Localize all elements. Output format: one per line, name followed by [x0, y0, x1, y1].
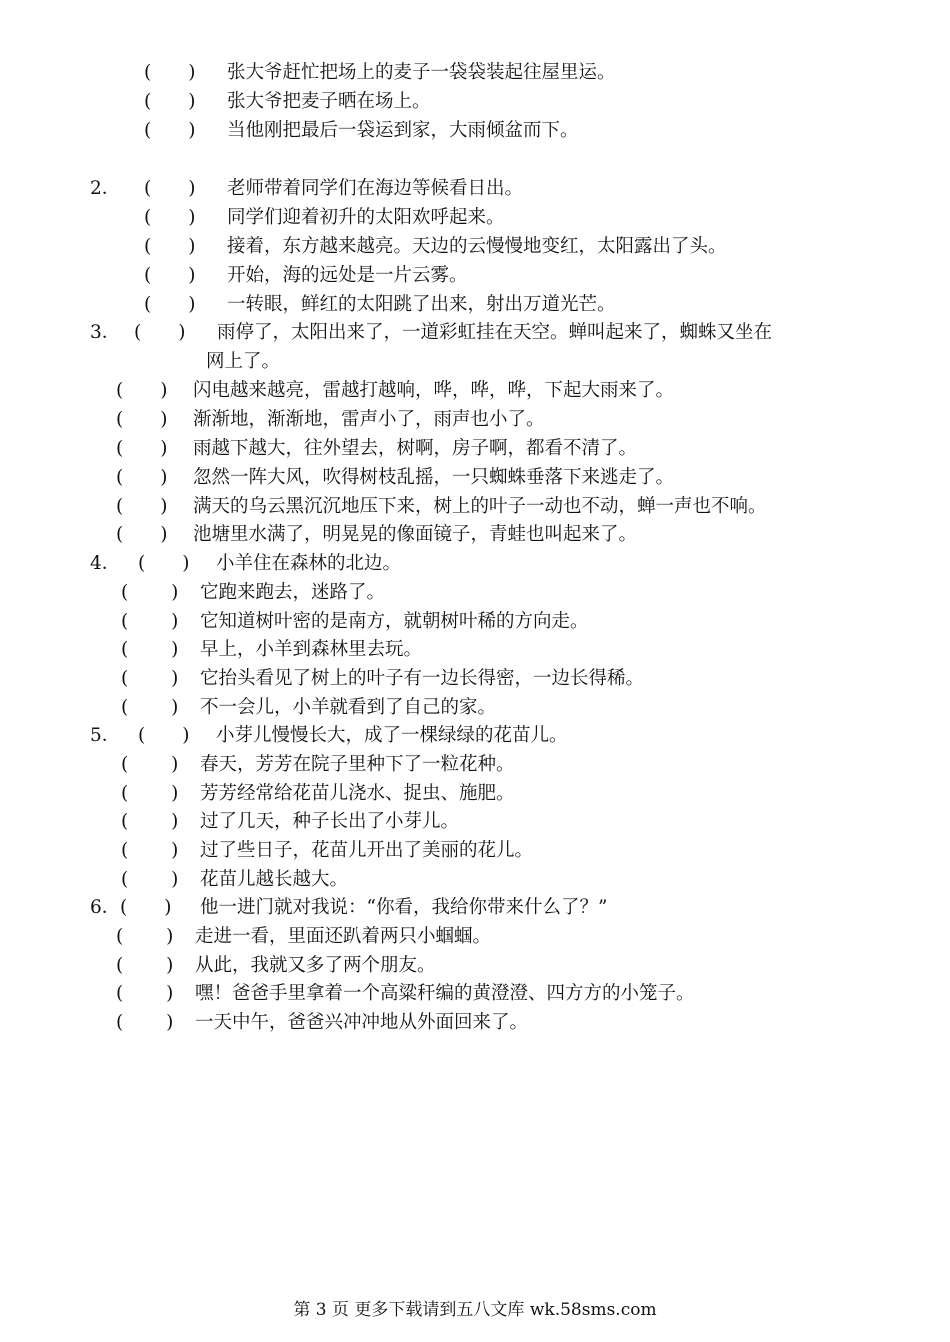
q5-item-3: [0, 779, 950, 808]
sentence: 芳芳经常给花苗儿浇水、捉虫、施肥。: [200, 783, 515, 804]
question-number: 3．: [90, 322, 121, 343]
q4-item-1: [0, 549, 950, 578]
q5-item-1: [0, 721, 950, 750]
q5-item-2: [0, 750, 950, 779]
q1-item-3: [0, 116, 950, 145]
sentence: 走进一看，里面还趴着两只小蝈蝈。: [195, 926, 492, 947]
question-number: 2．: [90, 178, 121, 199]
answer-blank[interactable]: ( ): [121, 668, 179, 689]
answer-blank[interactable]: ( ): [138, 725, 190, 746]
sentence: 雨越下越大，往外望去，树啊，房子啊，都看不清了。: [193, 438, 638, 459]
q2-item-4: [0, 261, 950, 290]
answer-blank[interactable]: ( ): [116, 380, 168, 401]
q6-item-3: [0, 951, 950, 980]
q4-item-2: [0, 578, 950, 607]
q4-item-4: [0, 635, 950, 664]
q1-item-1: [0, 58, 950, 87]
q6-item-4: [0, 979, 950, 1008]
q4-item-5: [0, 664, 950, 693]
sentence: 张大爷赶忙把场上的麦子一袋袋装起往屋里运。: [227, 62, 616, 83]
q2-item-1: [0, 174, 950, 203]
sentence: 满天的乌云黑沉沉地压下来，树上的叶子一动也不动，蝉一声也不响。: [193, 496, 767, 517]
answer-blank[interactable]: ( ): [116, 438, 168, 459]
q3-item-6: [0, 492, 950, 521]
answer-blank[interactable]: ( ): [116, 983, 174, 1004]
q3-item-4: [0, 434, 950, 463]
answer-blank[interactable]: ( ): [144, 265, 196, 286]
sentence: 过了几天，种子长出了小芽儿。: [200, 811, 460, 832]
answer-blank[interactable]: ( ): [144, 62, 196, 83]
answer-blank[interactable]: ( ): [121, 811, 179, 832]
sentence: 小芽儿慢慢长大，成了一棵绿绿的花苗儿。: [216, 725, 568, 746]
q5-item-4: [0, 807, 950, 836]
answer-blank[interactable]: ( ): [116, 409, 168, 430]
q3-item-7: [0, 520, 950, 549]
answer-blank[interactable]: ( ): [121, 582, 179, 603]
sentence: 开始，海的远处是一片云雾。: [227, 265, 468, 286]
question-number: 5．: [90, 725, 121, 746]
sentence: 它抬头看见了树上的叶子有一边长得密，一边长得稀。: [200, 668, 645, 689]
q3-item-1-continued: [0, 347, 950, 376]
q2-item-5: [0, 290, 950, 319]
q3-item-3: [0, 405, 950, 434]
answer-blank[interactable]: ( ): [121, 754, 179, 775]
question-number: 4．: [90, 553, 121, 574]
q1-item-2: [0, 87, 950, 116]
q2-item-2: [0, 203, 950, 232]
answer-blank[interactable]: ( ): [121, 611, 179, 632]
answer-blank[interactable]: ( ): [138, 553, 190, 574]
sentence: 闪电越来越亮，雷越打越响，哗，哗，哗，下起大雨来了。: [193, 380, 675, 401]
q4-item-3: [0, 607, 950, 636]
sentence: 当他刚把最后一袋运到家，大雨倾盆而下。: [227, 120, 579, 141]
sentence: 从此，我就又多了两个朋友。: [195, 955, 436, 976]
sentence: 他一进门就对我说：“你看，我给你带来什么了？”: [200, 897, 608, 918]
answer-blank[interactable]: ( ): [116, 1012, 174, 1033]
answer-blank[interactable]: ( ): [144, 236, 196, 257]
answer-blank[interactable]: ( ): [116, 524, 168, 545]
answer-blank[interactable]: ( ): [134, 322, 186, 343]
answer-blank[interactable]: ( ): [121, 869, 179, 890]
answer-blank[interactable]: ( ): [144, 294, 196, 315]
sentence: 花苗儿越长越大。: [200, 869, 349, 890]
sentence: 同学们迎着初升的太阳欢呼起来。: [227, 207, 505, 228]
answer-blank[interactable]: ( ): [144, 120, 196, 141]
answer-blank[interactable]: ( ): [116, 955, 174, 976]
sentence: 它知道树叶密的是南方，就朝树叶稀的方向走。: [200, 611, 589, 632]
q5-item-5: [0, 836, 950, 865]
answer-blank[interactable]: ( ): [116, 926, 174, 947]
answer-blank[interactable]: ( ): [121, 639, 179, 660]
answer-blank[interactable]: ( ): [120, 897, 172, 918]
sentence: 忽然一阵大风，吹得树枝乱摇，一只蜘蛛垂落下来逃走了。: [193, 467, 675, 488]
answer-blank[interactable]: ( ): [144, 178, 196, 199]
answer-blank[interactable]: ( ): [144, 91, 196, 112]
sentence: 渐渐地，渐渐地，雷声小了，雨声也小了。: [193, 409, 545, 430]
sentence: 池塘里水满了，明晃晃的像面镜子，青蛙也叫起来了。: [193, 524, 638, 545]
answer-blank[interactable]: ( ): [116, 496, 168, 517]
sentence: 它跑来跑去，迷路了。: [200, 582, 386, 603]
q3-item-5: [0, 463, 950, 492]
q3-item-2: [0, 376, 950, 405]
answer-blank[interactable]: ( ): [121, 783, 179, 804]
answer-blank[interactable]: ( ): [121, 840, 179, 861]
sentence: 春天，芳芳在院子里种下了一粒花种。: [200, 754, 515, 775]
sentence: 一转眼，鲜红的太阳跳了出来，射出万道光芒。: [227, 294, 616, 315]
q5-item-6: [0, 865, 950, 894]
q2-item-3: [0, 232, 950, 261]
sentence: 接着，东方越来越亮。天边的云慢慢地变红，太阳露出了头。: [227, 236, 727, 257]
q6-item-5: [0, 1008, 950, 1037]
q3-item-1: [0, 318, 950, 347]
q6-item-1: [0, 893, 950, 922]
answer-blank[interactable]: ( ): [144, 207, 196, 228]
sentence: 雨停了，太阳出来了，一道彩虹挂在天空。蝉叫起来了，蜘蛛又坐在: [217, 322, 773, 343]
answer-blank[interactable]: ( ): [116, 467, 168, 488]
answer-blank[interactable]: ( ): [121, 697, 179, 718]
sentence: 老师带着同学们在海边等候看日出。: [227, 178, 524, 199]
q4-item-6: [0, 693, 950, 722]
sentence: 不一会儿，小羊就看到了自己的家。: [200, 697, 497, 718]
sentence: 嘿！爸爸手里拿着一个高粱秆编的黄澄澄、四方方的小笼子。: [195, 983, 695, 1004]
sentence: 一天中午，爸爸兴冲冲地从外面回来了。: [195, 1012, 529, 1033]
page-footer: 第 3 页 更多下载请到五八文库 wk.58sms.com: [293, 1300, 657, 1320]
sentence: 早上，小羊到森林里去玩。: [200, 639, 423, 660]
sentence: 张大爷把麦子晒在场上。: [227, 91, 431, 112]
sentence: 过了些日子，花苗儿开出了美丽的花儿。: [200, 840, 534, 861]
q6-item-2: [0, 922, 950, 951]
sentence: 小羊住在森林的北边。: [216, 553, 402, 574]
sentence-continuation: 网上了。: [206, 351, 281, 372]
question-number: 6．: [90, 897, 121, 918]
